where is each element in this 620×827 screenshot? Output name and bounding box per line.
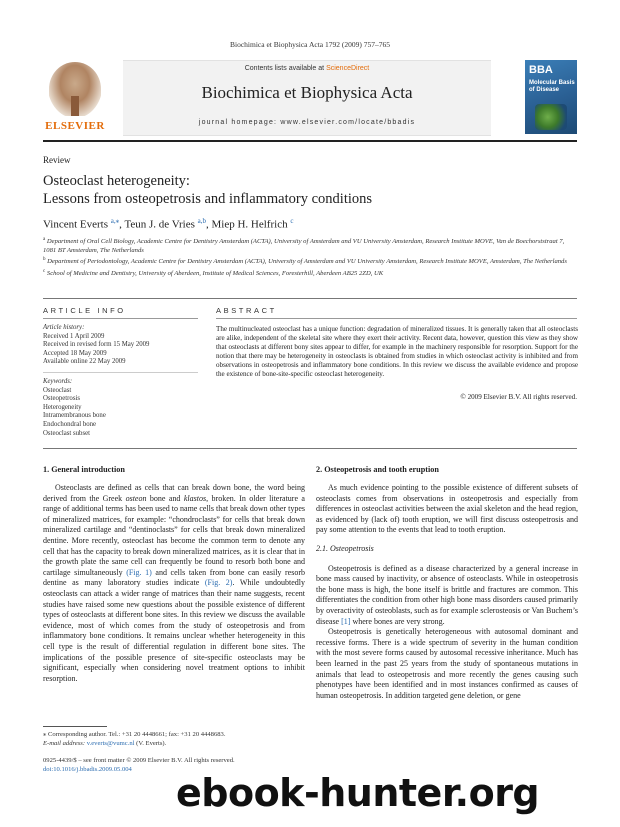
section-body [43, 483, 305, 684]
figure-reference-link[interactable]: (Fig. 1) [126, 567, 152, 577]
subsection-heading: 2.1. Osteopetrosis [316, 543, 374, 553]
affiliation: $^c$ School of Medicine and Dentistry, University of Aberdeen, Institute of Medical Sciences, Foresterhill, Aberdeen AB25 2ZD, UK [43, 269, 384, 278]
keyword-list [43, 378, 193, 438]
paragraph: Osteopetrosis is genetically heterogeneous with autosomal dominant and recessive forms. There is a wide spectrum of severity in the human condition with the most severe forms caused by autosomal recessive inheritance. Much has been learned in the past 25 years from the study of spontaneous mutations in animals that lead to osteopetrosis and more recently the genes causing such phenotypes have been identified and in most instances confirmed as causes of human osteopetrosis. In addition targeted gene deletion, or gene [316, 627, 578, 700]
keyword: Intramembranous bone [43, 412, 106, 420]
history-item: Received 1 April 2009 [43, 332, 105, 340]
paragraph: Osteoclasts are defined as cells that can break down bone, the word being derived from the Greek osteon bone and klastos, broken. In older literature a range of additional terms has been used to name cells that break down other types of mineralized matrices, for example: “chondroclasts” for cells that break down mineralized cartilage and “dentinoclasts” for cells that break down mineralized dentine. More recently, osteoclast has become the common term to denote any cell that has the capacity to break down mineralized matrices, as it is clear that in the growth plate the same cell can frequently be found to resorb both bone and cartilage simultaneously (Fig. 1) and cells taken from bone can easily resorb dentine as many laboratory studies indicate (Fig. 2). While undoubtedly osteoclasts can attack a wider range of matrices than their name suggests, recent studies have raised some new questions about the possible existence of different types of osteoclasts at different bone sites. In this review we discuss the available evidence, most of which comes from the study of osteopetrosis and from inflammatory bone conditions. It remains unclear whether heterogeneity in this cell type is the result of differential regulation in different bone sites. The implications of the possible presence of site-specific osteoclasts may be significant, especially when considering novel treatment options to inhibit resorption. [43, 483, 306, 683]
abstract-rule [216, 318, 577, 319]
keyword: Heterogeneity [43, 403, 82, 411]
right-column [316, 465, 578, 701]
elsevier-logo[interactable] [43, 62, 107, 134]
article-history [43, 324, 193, 367]
article-title [43, 172, 563, 208]
author-list: Vincent Everts $^{a,⁎}$, Teun J. de Vries $^{a,b}$, Miep H. Helfrich $^c$ [43, 217, 294, 231]
history-label: Article history: [43, 324, 85, 331]
copyright-notice: © 2009 Elsevier B.V. All rights reserved. [460, 393, 577, 401]
cover-logo: BBA [529, 64, 553, 76]
masthead-divider [43, 140, 577, 142]
affiliation: $^a$ Department of Oral Cell Biology, Academic Centre for Dentistry Amsterdam (ACTA), University of Amsterdam and VU University Amsterdam, Research Institute MOVE, Van de Boechorststraat 7, 1081 BT Amsterdam, The Netherlands [43, 237, 565, 254]
paragraph: Osteopetrosis is defined as a disease characterized by a general increase in bone mass caused by inactivity, or absence of osteoclasts. While in osteopetrosis the bone mass is high, the bone itself is brittle and fractures are common. This differentiates the condition from other high bone mass disorders caused primarily by overactivity of osteoblasts, such as for example sclerosteosis or Van Buchem’s disease [1] where bones are very strong. [316, 563, 578, 626]
author-name: Teun J. de Vries [124, 218, 195, 231]
author-email-link[interactable]: v.everts@vumc.nl [86, 739, 135, 747]
sciencedirect-link[interactable]: ScienceDirect [326, 65, 370, 72]
history-item: Available online 22 May 2009 [43, 358, 126, 366]
journal-title: Biochimica et Biophysica Acta [201, 83, 413, 102]
body-divider [43, 448, 577, 449]
author-name: Vincent Everts [43, 218, 109, 231]
history-item: Accepted 18 May 2009 [43, 349, 107, 357]
doi-link[interactable]: doi:10.1016/j.bbadis.2009.05.004 [43, 765, 132, 773]
front-matter-divider [43, 298, 577, 299]
keyword: Osteopetrosis [43, 395, 81, 403]
email-line: E-mail address: v.everts@vumc.nl (V. Everts). [43, 739, 167, 747]
author-affiliation-link[interactable]: c [290, 217, 294, 225]
journal-masthead [43, 60, 577, 136]
left-column [43, 465, 305, 684]
section-body [316, 483, 578, 701]
citation-link[interactable]: [1] [341, 616, 351, 626]
author-name: Miep H. Helfrich [211, 218, 288, 231]
article-type: Review [43, 155, 71, 165]
contents-prefix: Contents lists available at [244, 65, 327, 72]
section-heading: 2. Osteopetrosis and tooth eruption [316, 465, 439, 474]
journal-citation: Biochimica et Biophysica Acta 1792 (2009) 757–765 [230, 40, 390, 49]
article-info-heading: ARTICLE INFO [43, 306, 126, 315]
author-affiliation-link[interactable]: a,b [197, 217, 207, 225]
publisher-name: ELSEVIER [45, 120, 105, 132]
journal-homepage-link[interactable]: journal homepage: www.elsevier.com/locate/bbadis [198, 119, 416, 126]
cover-subtitle: Molecular Basis of Disease [529, 80, 575, 93]
keyword: Osteoclast [43, 386, 72, 394]
keywords-label: Keywords: [43, 378, 73, 385]
affiliation: $^b$ Department of Periodontology, Academic Centre for Dentistry Amsterdam (ACTA), University of Amsterdam and VU University Amsterdam, Research Institute MOVE, Amsterdam, The Netherlands [43, 257, 567, 266]
figure-reference-link[interactable]: (Fig. 2) [204, 578, 233, 588]
article-info-rule [43, 318, 198, 319]
tree-trunk-icon [71, 96, 79, 116]
section-heading: 1. General introduction [43, 465, 125, 474]
info-separator [43, 372, 198, 373]
abstract-heading: ABSTRACT [216, 306, 277, 315]
contents-line [123, 65, 491, 72]
watermark-text: ebook-hunter.org [176, 771, 540, 815]
journal-cover-image[interactable] [525, 60, 577, 134]
article-title-line-1: Osteoclast heterogeneity: [43, 173, 190, 189]
paragraph: As much evidence pointing to the possible existence of different subsets of osteoclasts comes from observations in osteopetrosis and especially from differences in osteoclast activities between the axial skeleton and the head region, as evidenced by (lack of) tooth eruption, we will first discuss osteopetrosis and pay some attention to the events that lead to tooth eruption. [316, 483, 578, 535]
journal-header-band [123, 60, 491, 136]
footnote-rule [43, 726, 107, 727]
corresponding-author-note [43, 731, 305, 749]
issn-line: 0925-4439/$ – see front matter © 2009 Elsevier B.V. All rights reserved. [43, 757, 235, 764]
corresponding-contact: ⁎ Corresponding author. Tel.: +31 20 4448661; fax: +31 20 4448683. [43, 731, 226, 738]
abstract-text: The multinucleated osteoclast has a unique function: degradation of mineralized tissues. It is generally taken that all osteoclasts are alike, independent of the skeletal site where they exert their activity. Recent data, however, question this view as they show that osteoclasts at different bony sites appear to differ, for example in the machinery responsible for resorption. Support for the notion that there may be heterogeneity in osteoclasts is obtained from studies in which osteoclast activity is inhibited and from observations in osteopetrosis and inflammatory bone conditions. In this review we discuss the available evidence and propose the existence of bone-site-specific osteoclast heterogeneity. [216, 325, 578, 379]
cover-artwork [535, 104, 567, 130]
history-item: Received in revised form 15 May 2009 [43, 341, 150, 349]
keyword: Endochondral bone [43, 420, 97, 428]
author-affiliation-link[interactable]: a,⁎ [110, 217, 120, 225]
keyword: Osteoclast subset [43, 429, 91, 437]
article-title-line-2: Lessons from osteopetrosis and inflammatory conditions [43, 191, 373, 207]
affiliation-list [43, 236, 577, 280]
